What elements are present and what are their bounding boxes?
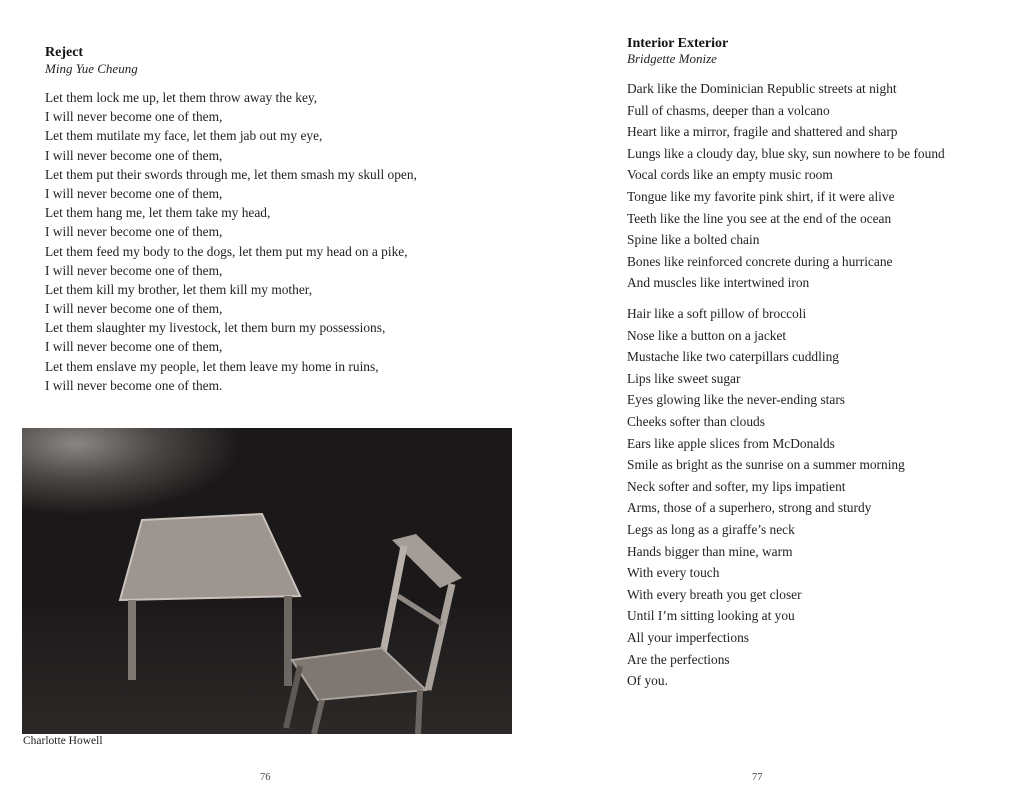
poem-lines <box>45 88 417 395</box>
poem-line: Let them enslave my people, let them leave my home in ruins, <box>45 358 379 374</box>
poem-line: And muscles like intertwined iron <box>627 275 810 291</box>
artwork-table-and-chair <box>22 428 512 734</box>
poem-line: I will never become one of them, <box>45 339 223 355</box>
poem-line: Hands bigger than mine, warm <box>627 543 793 559</box>
artwork-caption: Charlotte Howell <box>23 735 103 747</box>
poem-line: Neck softer and softer, my lips impatient <box>627 478 846 494</box>
poem-line: Eyes glowing like the never-ending stars <box>627 392 846 408</box>
poem-line: Let them feed my body to the dogs, let them put my head on a pike, <box>45 243 408 259</box>
poem-line: Spine like a bolted chain <box>627 232 760 248</box>
poem-line: Lips like sweet sugar <box>627 370 741 386</box>
poem-line: Cheeks softer than clouds <box>627 413 765 429</box>
poem-line: Of you. <box>627 673 668 689</box>
poem-author: Ming Yue Cheung <box>45 61 138 76</box>
poem-line: Let them kill my brother, let them kill my mother, <box>45 281 313 297</box>
poem-line: Arms, those of a superhero, strong and sturdy <box>627 500 872 516</box>
poem-line: Vocal cords like an empty music room <box>627 167 833 183</box>
poem-line: Legs as long as a giraffe’s neck <box>627 521 795 537</box>
poem-line: I will never become one of them, <box>45 301 223 317</box>
poem-line: I will never become one of them, <box>45 262 223 278</box>
page-number: 77 <box>752 772 763 783</box>
artwork-illustration <box>22 428 512 734</box>
poem-line: Mustache like two caterpillars cuddling <box>627 349 839 365</box>
poem-line: Let them slaughter my livestock, let them burn my possessions, <box>45 320 386 336</box>
poem-line: Let them lock me up, let them throw away the key, <box>45 90 318 105</box>
poem-line: Until I’m sitting looking at you <box>627 608 795 624</box>
page-number: 76 <box>260 772 271 783</box>
poem-line: With every breath you get closer <box>627 586 802 602</box>
poem-line: Bones like reinforced concrete during a hurricane <box>627 253 893 269</box>
poem-line: Let them mutilate my face, let them jab out my eye, <box>45 128 323 144</box>
poem-line: With every touch <box>627 565 720 581</box>
poem-line: I will never become one of them, <box>45 109 223 125</box>
right-page <box>512 0 1024 801</box>
poem-stanza <box>627 303 905 692</box>
poem-line: I will never become one of them, <box>45 185 223 201</box>
poem-line: Full of chasms, deeper than a volcano <box>627 102 830 118</box>
poem-line: All your imperfections <box>627 629 749 645</box>
poem-line: Nose like a button on a jacket <box>627 327 787 343</box>
poem-line: Ears like apple slices from McDonalds <box>627 435 835 451</box>
poem-line: Are the perfections <box>627 651 730 667</box>
poem-line: I will never become one of them, <box>45 147 223 163</box>
poem-line: I will never become one of them, <box>45 224 223 240</box>
poem-line: Smile as bright as the sunrise on a summer morning <box>627 457 905 473</box>
poem-line: Let them put their swords through me, let them smash my skull open, <box>45 166 417 182</box>
poem-line: Heart like a mirror, fragile and shattered and sharp <box>627 124 898 140</box>
poem-title: Interior Exterior <box>627 36 729 51</box>
poem-line: Lungs like a cloudy day, blue sky, sun nowhere to be found <box>627 145 945 161</box>
poem-line: Let them hang me, let them take my head, <box>45 205 271 221</box>
poem-stanza <box>627 78 945 294</box>
poem-line: Hair like a soft pillow of broccoli <box>627 306 807 321</box>
poem-line: Tongue like my favorite pink shirt, if it were alive <box>627 188 895 204</box>
poem-author: Bridgette Monize <box>627 51 717 66</box>
poem-line: Teeth like the line you see at the end of the ocean <box>627 210 892 226</box>
poem-title: Reject <box>45 45 84 60</box>
poem-line: Dark like the Dominician Republic streets at night <box>627 81 897 96</box>
poem-line: I will never become one of them. <box>45 377 223 393</box>
